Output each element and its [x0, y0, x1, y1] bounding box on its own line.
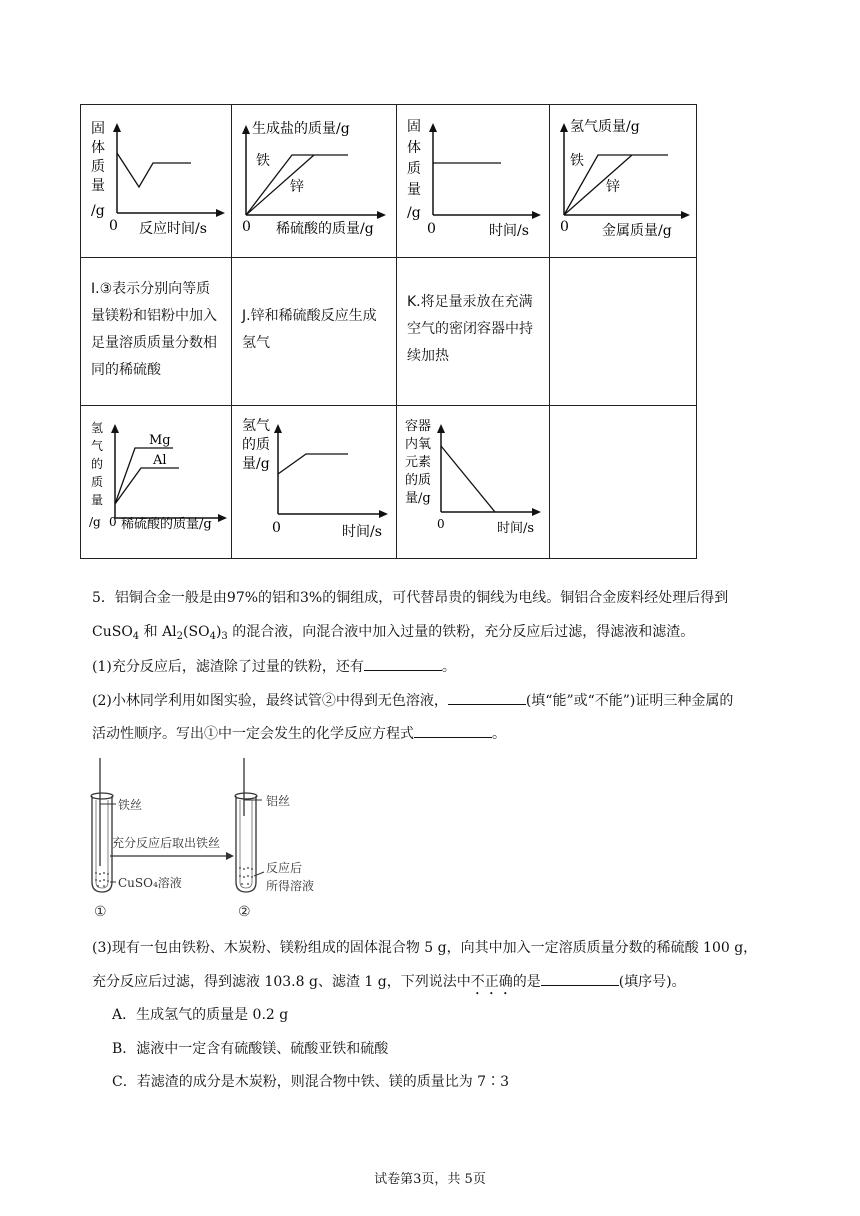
origin-label: 0	[437, 517, 445, 531]
q5-sub1: (1)充分反应后，滤渣除了过量的铁粉，还有 。	[92, 656, 456, 677]
empty-cell	[550, 258, 697, 406]
emphasized-not-correct: 不正确	[470, 974, 513, 990]
series-label-iron: 铁	[256, 153, 270, 169]
option-c: C．若滤渣的成分是木炭粉，则混合物中铁、镁的质量比为 7∶3	[112, 1074, 509, 1090]
option-i-text: I.③表示分别向等质量镁粉和铝粉中加入足量溶质质量分数相同的稀硫酸	[81, 258, 232, 406]
graph-hydrogen-metal	[550, 105, 696, 253]
answer-blank[interactable]	[364, 656, 442, 671]
iron-wire-label: 铁丝	[118, 798, 143, 812]
graph-mg-al	[81, 406, 231, 554]
q5-intro-line2: CuSO$_4$ 和 $Al_2(SO_4)_3$ 的混合液，向混合液中加入过量的铁粉，充分反应后过滤，得滤液和滤渣。	[92, 624, 695, 642]
y-label-char: 质	[91, 159, 105, 175]
y-label-line: 氢气	[242, 418, 270, 434]
graph-cell-salt-mass	[232, 105, 397, 258]
graph-cell-hydrogen-metal	[550, 105, 697, 258]
origin-label: 0	[427, 221, 436, 237]
graph-solid-mass-time	[81, 105, 231, 253]
y-label-line: 的质	[242, 437, 270, 453]
option-j-text: J.锌和稀硫酸反应生成氢气	[232, 258, 397, 406]
y-label-line: 量/g	[242, 456, 270, 472]
y-label-char: 的	[91, 457, 104, 471]
aluminum-wire-label: 铝丝	[266, 794, 291, 808]
graph-salt-mass	[232, 105, 396, 253]
x-label: 时间/s	[489, 223, 529, 239]
series-label-zinc: 锌	[606, 179, 620, 195]
y-label-char: 氢	[91, 421, 104, 435]
origin-label: 0	[272, 520, 281, 536]
answer-blank[interactable]	[414, 723, 492, 738]
y-label-char: 量	[91, 178, 105, 194]
result-solution-label-1: 反应后	[266, 861, 303, 875]
x-label: 金属质量/g	[602, 223, 672, 239]
tube-2-label: ②	[238, 904, 251, 920]
apparatus-diagram	[82, 756, 362, 922]
origin-label: 0	[109, 218, 118, 234]
curve	[278, 454, 348, 474]
graph-oxygen-element	[397, 406, 549, 554]
y-label-char: 固	[91, 121, 105, 137]
graph-table	[80, 104, 697, 559]
empty-cell	[550, 406, 697, 559]
option-k-text: K.将足量汞放在充满空气的密闭容器中持续加热	[397, 258, 550, 406]
y-label-char: 量	[91, 493, 104, 507]
q5-sub2-line1: (2)小林同学利用如图实验，最终试管②中得到无色溶液， (填“能”或“不能”)证明三种金属的	[92, 690, 733, 711]
y-label-char: 质	[91, 475, 104, 489]
q5-intro-line1: 5．铝铜合金一般是由97%的铝和3%的铜组成，可代替昂贵的铜线为电线。铜铝合金废料经处理后得到	[92, 590, 729, 606]
y-label-line: 内氧	[405, 437, 432, 452]
y-label: 生成盐的质量/g	[252, 121, 350, 137]
y-label-char: 体	[407, 140, 421, 156]
x-label: 时间/s	[497, 521, 535, 536]
series-label-mg: Mg	[149, 433, 171, 448]
q5-sub3-line2: 充分反应后过滤，得到滤液 103.8 g、滤渣 1 g，下列说法中不正确的是 (填序号)。	[92, 971, 686, 998]
graph-cell-oxygen-element	[397, 406, 550, 559]
y-label-char: /g	[91, 203, 105, 219]
result-solution-label-2: 所得溶液	[266, 879, 315, 893]
page-footer: 试卷第3页，共 5页	[374, 1172, 486, 1187]
arrow-label: 充分反应后取出铁丝	[112, 836, 221, 850]
y-label-line: 量/g	[405, 491, 431, 506]
curve	[117, 153, 191, 187]
origin-label: 0	[242, 219, 251, 235]
y-label-char: 量	[407, 182, 421, 198]
series-label-zinc: 锌	[290, 179, 304, 195]
option-b: B．滤液中一定含有硫酸镁、硫酸亚铁和硫酸	[112, 1041, 389, 1057]
graph-cell-zinc-hydrogen	[232, 406, 397, 559]
origin-label: 0	[560, 219, 569, 235]
y-label-char: 固	[407, 119, 421, 135]
cuso4-solution-label: CuSO₄溶液	[118, 876, 182, 890]
y-label-char: 质	[407, 161, 421, 177]
graph-cell-mg-al	[81, 406, 232, 559]
tube-1-label: ①	[94, 904, 107, 920]
y-label: 氢气质量/g	[570, 119, 640, 135]
x-label: 反应时间/s	[139, 221, 207, 237]
origin-label: 0	[109, 515, 117, 529]
answer-blank[interactable]	[541, 971, 619, 986]
graph-zinc-hydrogen	[232, 406, 396, 554]
x-label: 时间/s	[342, 524, 382, 540]
y-label-char: /g	[89, 515, 101, 529]
y-label-char: 体	[91, 140, 105, 156]
series-label-iron: 铁	[570, 153, 584, 169]
y-label-char: 气	[91, 439, 104, 453]
x-label: 稀硫酸的质量/g	[276, 221, 374, 237]
graph-cell-solid-mass-time	[81, 105, 232, 258]
q5-sub2-line2: 活动性顺序。写出①中一定会发生的化学反应方程式 。	[92, 723, 506, 744]
q5-sub3-line1: (3)现有一包由铁粉、木炭粉、镁粉组成的固体混合物 5 g，向其中加入一定溶质质量分数的稀硫酸 100 g，	[92, 940, 758, 956]
curve	[441, 446, 495, 512]
option-a: A．生成氢气的质量是 0.2 g	[112, 1007, 289, 1023]
series-label-al: Al	[153, 453, 167, 468]
graph-solid-mass-const	[397, 105, 549, 253]
graph-cell-solid-mass-const	[397, 105, 550, 258]
y-label-line: 元素	[405, 455, 432, 470]
series-line-al	[115, 468, 179, 504]
y-label-char: /g	[407, 205, 421, 221]
x-label: 稀硫酸的质量/g	[121, 517, 212, 532]
y-label-line: 的质	[405, 473, 432, 488]
y-label-line: 容器	[405, 419, 432, 434]
answer-blank[interactable]	[448, 690, 526, 705]
